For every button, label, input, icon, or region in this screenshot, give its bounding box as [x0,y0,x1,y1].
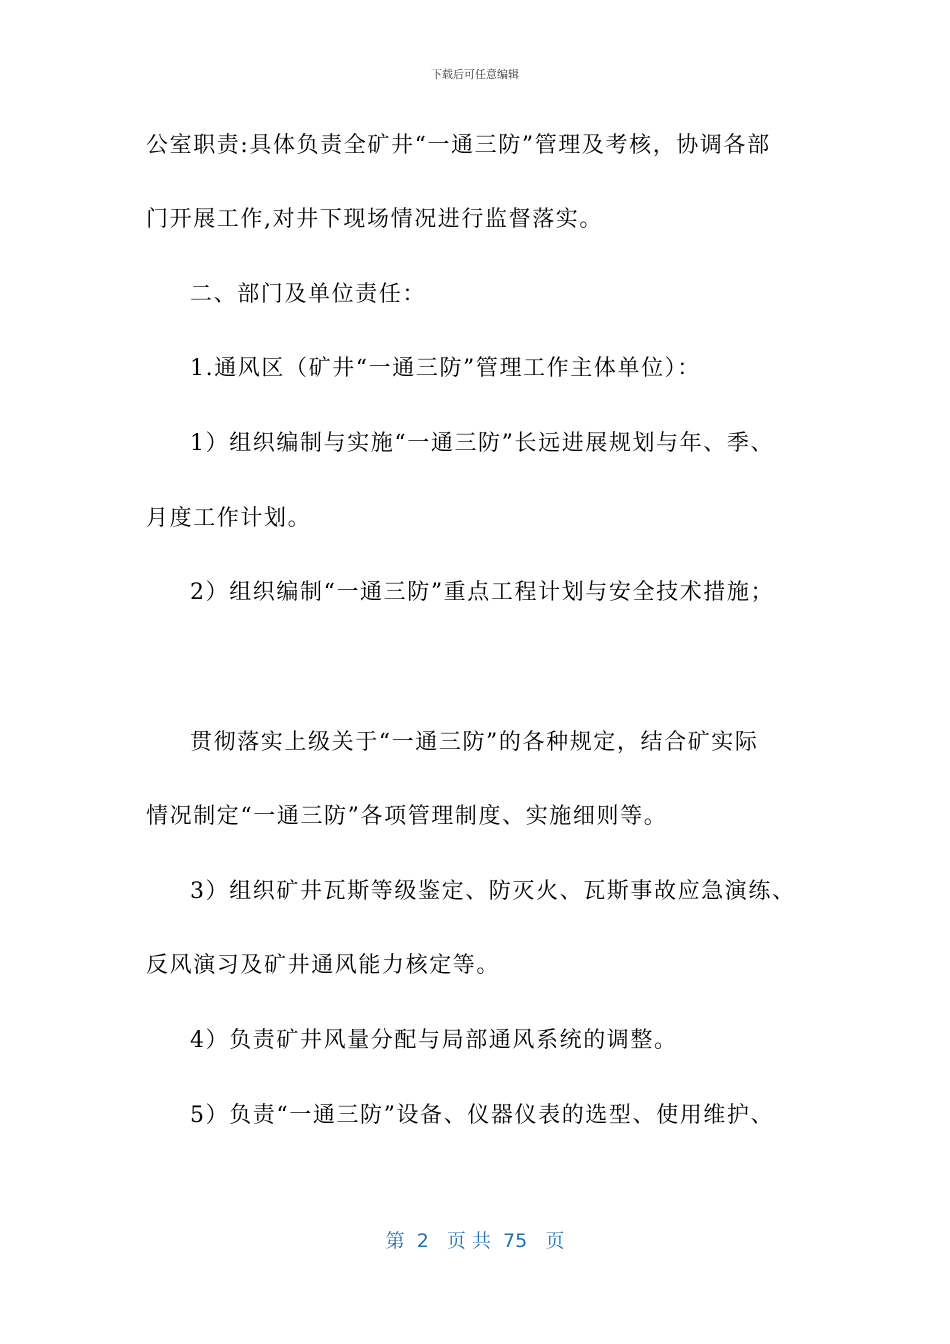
paragraph-line: 反风演习及矿井通风能力核定等。 [146,953,501,978]
paragraph-line: 贯彻落实上级关于“一通三防”的各种规定，结合矿实际 [190,730,759,755]
paragraph-line: 门开展工作,对井下现场情况进行监督落实。 [146,207,603,232]
paragraph-line: 5）负责“一通三防”设备、仪器仪表的选型、使用维护、 [190,1103,775,1128]
section-heading: 二、部门及单位责任： [190,282,427,307]
page-header: 下载后可任意编辑 [431,68,519,81]
page-number-footer: 第 2 页 共 75 页 [385,1230,565,1252]
paragraph-line: 2）组织编制“一通三防”重点工程计划与安全技术措施； [190,580,775,605]
paragraph-line: 1）组织编制与实施“一通三防”长远进展规划与年、季、 [190,431,775,456]
paragraph-line: 情况制定“一通三防”各项管理制度、实施细则等。 [146,804,668,829]
paragraph-line: 月度工作计划。 [146,506,312,531]
paragraph-line: 3）组织矿井瓦斯等级鉴定、防灭火、瓦斯事故应急演练、 [190,879,796,904]
paragraph-line: 公室职责:具体负责全矿井“一通三防”管理及考核，协调各部 [146,133,771,158]
subsection-heading: 1.通风区（矿井“一通三防”管理工作主体单位）： [190,356,701,381]
paragraph-line: 4）负责矿井风量分配与局部通风系统的调整。 [190,1028,678,1053]
